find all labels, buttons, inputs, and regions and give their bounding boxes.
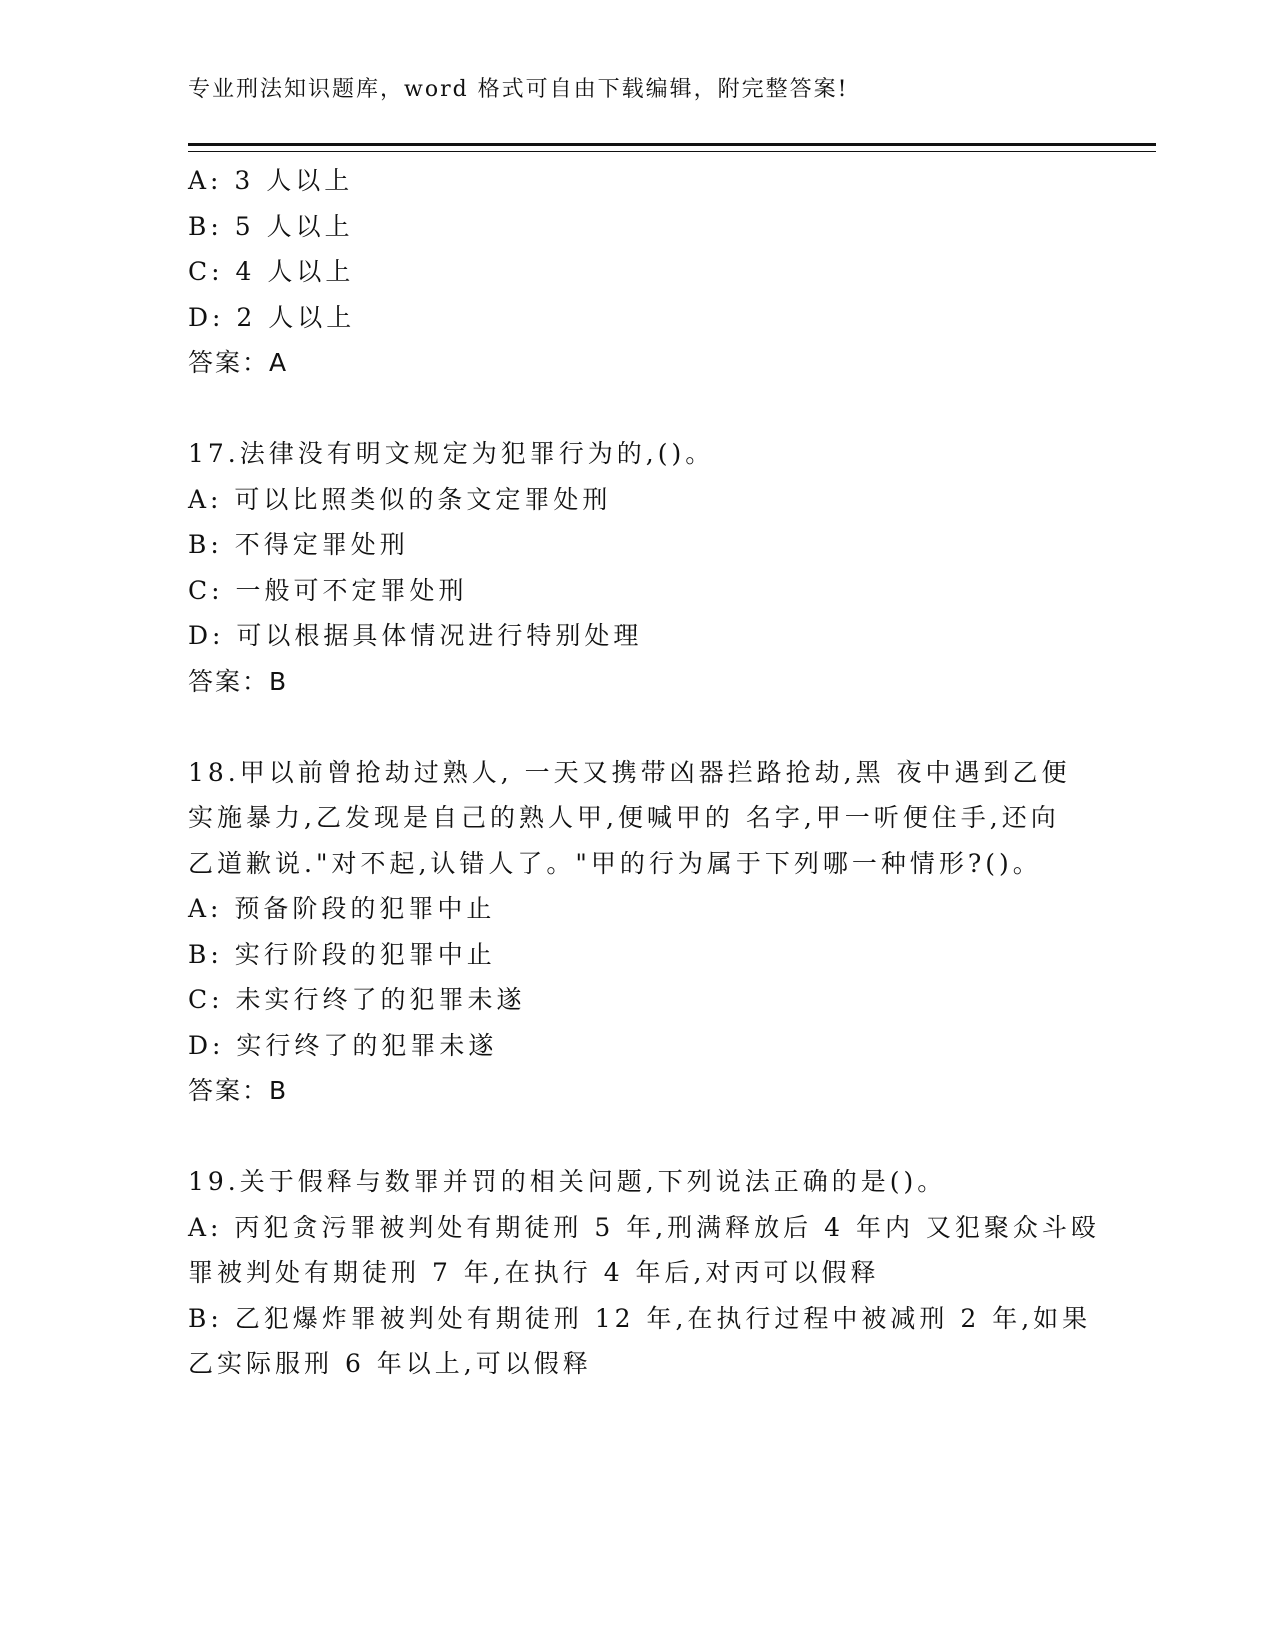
question-16 (188, 158, 1088, 386)
spacer (188, 1114, 1088, 1160)
question-18 (188, 750, 1088, 1114)
option-d: D: 2 人以上 (188, 302, 356, 332)
page-header: 专业刑法知识题库，word 格式可自由下载编辑，附完整答案! (188, 77, 849, 102)
answer-line: 答案：B (188, 666, 289, 696)
answer-line: 答案：A (188, 348, 289, 377)
header-divider-thick (188, 143, 1156, 146)
question-17 (188, 431, 1088, 704)
option-b: B: 不得定罪处刑 (188, 530, 409, 559)
question-stem-line-2: 实施暴力,乙发现是自己的熟人甲,便喊甲的 名字,甲一听便住手,还向 (188, 803, 1060, 832)
question-stem-line-3: 乙道歉说."对不起,认错人了。"甲的行为属于下列哪一种情形?()。 (188, 848, 1042, 878)
option-a-line-2: 罪被判处有期徒刑 7 年,在执行 4 年后,对丙可以假释 (188, 1258, 880, 1287)
option-b: B: 5 人以上 (188, 211, 354, 241)
option-b-line-2: 乙实际服刑 6 年以上,可以假释 (188, 1349, 592, 1378)
spacer (188, 386, 1088, 432)
option-c: C: 4 人以上 (188, 257, 355, 286)
document-body (188, 158, 1100, 1387)
header-divider-thin (188, 151, 1156, 152)
option-a: A: 3 人以上 (188, 166, 354, 195)
option-a: A: 可以比照类似的条文定罪处刑 (188, 484, 612, 514)
option-d: D: 可以根据具体情况进行特别处理 (188, 621, 643, 650)
option-d: D: 实行终了的犯罪未遂 (188, 1030, 498, 1060)
question-stem-line-1: 18.甲以前曾抢劫过熟人, 一天又携带凶器拦路抢劫,黑 夜中遇到乙便 (188, 757, 1071, 787)
question-19 (188, 1159, 1100, 1387)
option-c: C: 未实行终了的犯罪未遂 (188, 985, 526, 1014)
option-a-line-1: A: 丙犯贪污罪被判处有期徒刑 5 年,刑满释放后 4 年内 又犯聚众斗殴 (188, 1212, 1100, 1242)
question-stem: 19.关于假释与数罪并罚的相关问题,下列说法正确的是()。 (188, 1167, 947, 1196)
question-stem: 17.法律没有明文规定为犯罪行为的,()。 (188, 439, 715, 468)
option-c: C: 一般可不定罪处刑 (188, 575, 468, 605)
spacer (188, 704, 1088, 750)
option-a: A: 预备阶段的犯罪中止 (188, 894, 496, 923)
option-b-line-1: B: 乙犯爆炸罪被判处有期徒刑 12 年,在执行过程中被减刑 2 年,如果 (188, 1303, 1092, 1333)
option-b: B: 实行阶段的犯罪中止 (188, 939, 496, 969)
answer-line: 答案：B (188, 1076, 289, 1105)
